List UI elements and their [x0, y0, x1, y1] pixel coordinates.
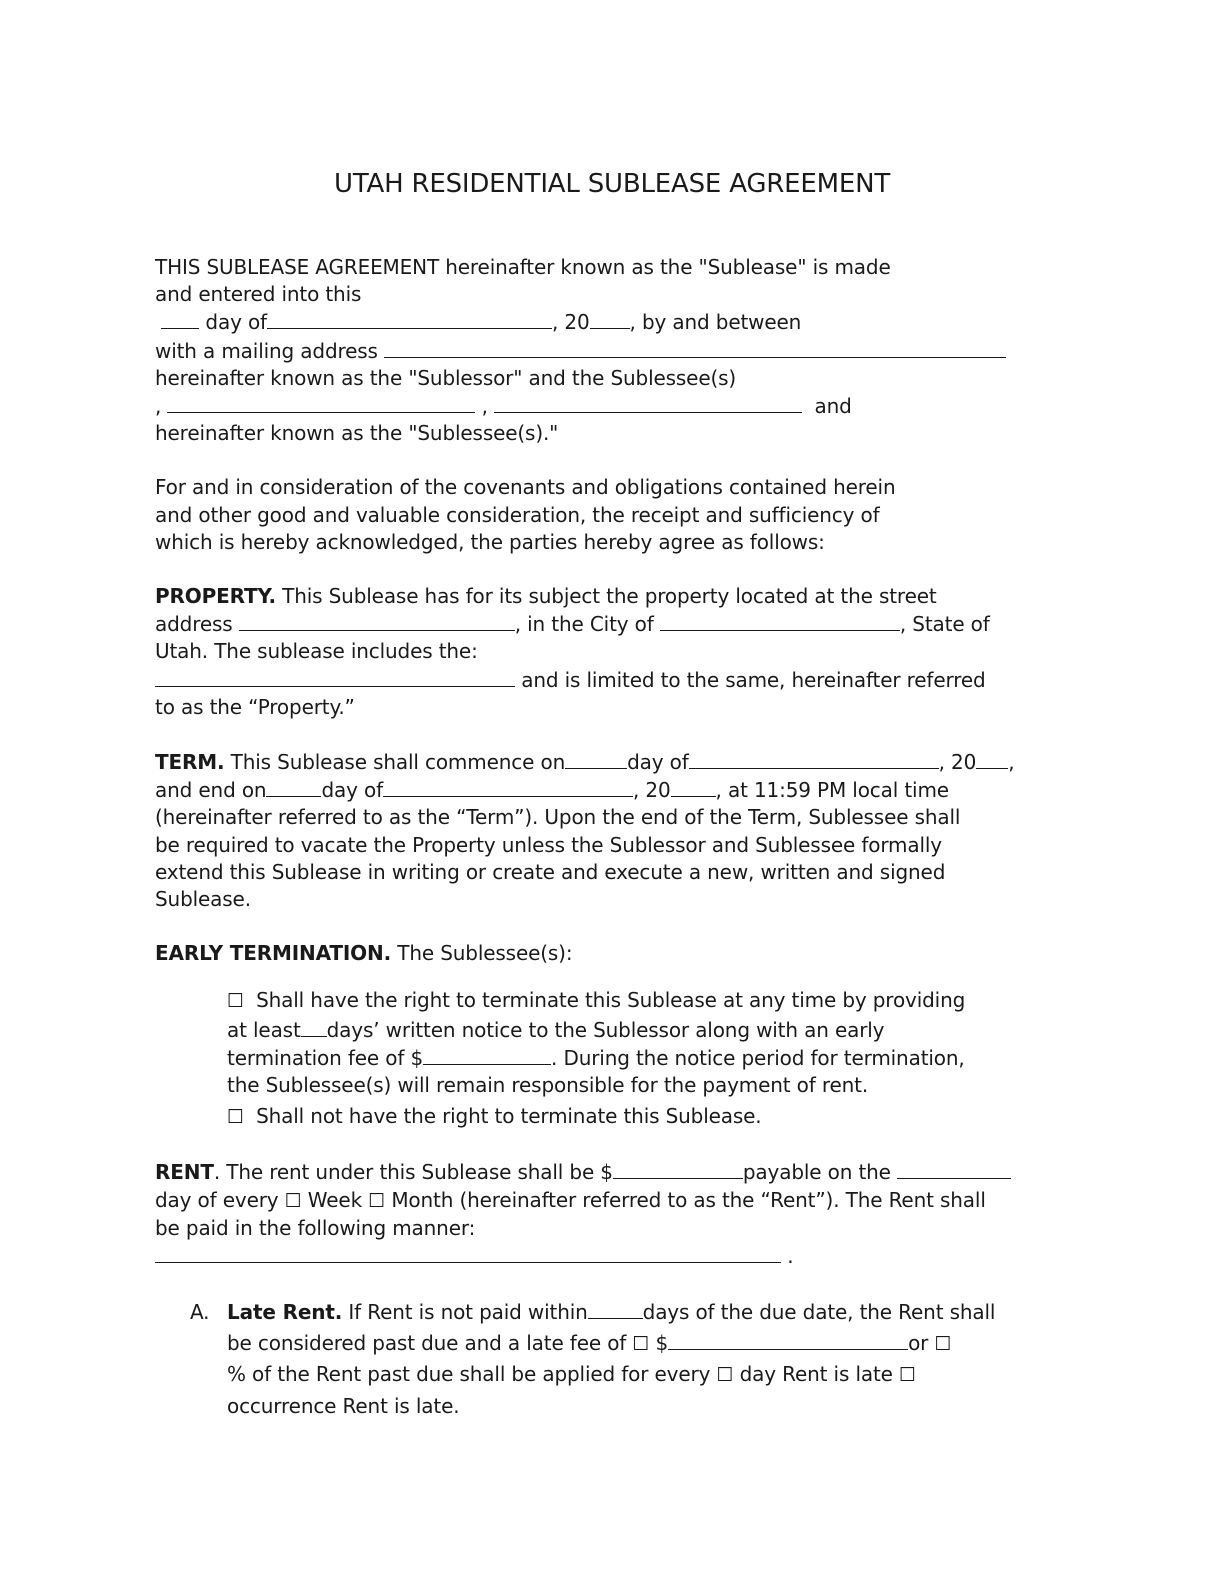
- document-title: UTAH RESIDENTIAL SUBLEASE AGREEMENT: [334, 169, 890, 199]
- consideration-line-2: and other good and valuable consideration, the receipt and sufficiency of: [155, 502, 880, 527]
- rent-line-3: be paid in the following manner:: [155, 1215, 476, 1240]
- term-line-5: extend this Sublease in writing or create and execute a new, written and signed: [155, 859, 946, 884]
- rent-line-1: RENT. The rent under this Sublease shall be $ payable on the: [155, 1158, 1075, 1186]
- early-termination-yes-checkbox[interactable]: ☐: [227, 990, 244, 1013]
- start-month-blank[interactable]: [689, 748, 939, 769]
- intro-line-4: with a mailing address: [155, 337, 1075, 365]
- termination-fee-blank[interactable]: [423, 1044, 551, 1065]
- day-blank[interactable]: [161, 308, 199, 329]
- month-checkbox[interactable]: ☐: [368, 1189, 386, 1212]
- early-termination-heading: EARLY TERMINATION.: [155, 941, 392, 966]
- per-day-checkbox[interactable]: ☐: [716, 1364, 734, 1387]
- property-line-4: and is limited to the same, hereinafter referred: [155, 666, 1075, 694]
- late-rent-heading: Late Rent.: [227, 1300, 343, 1325]
- rent-heading: RENT: [155, 1160, 214, 1185]
- intro-line-5: hereinafter known as the "Sublessor" and the Sublessee(s): [155, 365, 737, 390]
- late-fee-flat-checkbox[interactable]: ☐: [632, 1332, 650, 1355]
- rent-line-4: .: [155, 1242, 1075, 1270]
- property-line-3: Utah. The sublease includes the:: [155, 639, 478, 664]
- mailing-address-blank[interactable]: [384, 337, 1006, 358]
- term-line-4: be required to vacate the Property unless the Sublessor and Sublessee formally: [155, 832, 942, 857]
- start-day-blank[interactable]: [565, 748, 627, 769]
- term-line-2: and end on day of , 20 , at 11:59 PM local time: [155, 778, 949, 803]
- early-termination-no-checkbox[interactable]: ☐: [227, 1106, 244, 1129]
- month-blank[interactable]: [267, 308, 552, 329]
- term-line-1: TERM. This Sublease shall commence on day of , 20 ,: [155, 750, 1015, 775]
- intro-line-7: hereinafter known as the "Sublessee(s).": [155, 421, 559, 446]
- consideration-line-3: which is hereby acknowledged, the parties hereby agree as follows:: [155, 529, 825, 554]
- term-heading: TERM.: [155, 750, 225, 775]
- rent-due-day-blank[interactable]: [897, 1158, 1011, 1179]
- late-fee-amount-blank[interactable]: [668, 1329, 908, 1350]
- city-blank[interactable]: [660, 610, 900, 631]
- week-checkbox[interactable]: ☐: [284, 1189, 302, 1212]
- per-occurrence-checkbox[interactable]: ☐: [899, 1364, 916, 1387]
- property-heading: PROPERTY.: [155, 584, 276, 609]
- notice-days-blank[interactable]: [301, 1016, 327, 1037]
- term-line-3: (hereinafter referred to as the “Term”). Upon the end of the Term, Sublessee shall: [155, 805, 961, 830]
- street-address-blank[interactable]: [239, 610, 515, 631]
- intro-line-3: day of , 20 , by and between: [155, 308, 1075, 336]
- property-line-1: PROPERTY. This Sublease has for its subject the property located at the street: [155, 584, 937, 609]
- early-line-1: EARLY TERMINATION. The Sublessee(s):: [155, 941, 573, 966]
- early-termination-option-1: ☐ Shall have the right to terminate this Sublease at any time by providing at least days’ written notice to the Sublessor along with an early termination fee of $ . During the notice period for termination, the Sublessee(s) will remain responsible for the payment of rent.: [227, 988, 966, 1098]
- rent-line-2: day of every ☐ Week ☐ Month (hereinafter referred to as the “Rent”). The Rent shall: [155, 1187, 986, 1212]
- payment-manner-blank[interactable]: [155, 1242, 781, 1263]
- document-body: [155, 254, 1075, 1421]
- property-line-5: to as the “Property.”: [155, 694, 355, 719]
- consideration-line-1: For and in consideration of the covenants and obligations contained herein: [155, 475, 896, 500]
- end-year-blank[interactable]: [671, 776, 716, 797]
- late-days-blank[interactable]: [588, 1298, 643, 1319]
- early-termination-option-2: ☐ Shall not have the right to terminate this Sublease.: [227, 1104, 762, 1129]
- property-line-2: address , in the City of , State of: [155, 612, 990, 637]
- end-month-blank[interactable]: [383, 776, 633, 797]
- rent-amount-blank[interactable]: [613, 1158, 743, 1179]
- intro-line-1: THIS SUBLEASE AGREEMENT hereinafter known as the "Sublease" is made: [155, 255, 891, 279]
- start-year-blank[interactable]: [976, 748, 1008, 769]
- sublease-includes-blank[interactable]: [155, 666, 515, 687]
- late-fee-percent-checkbox[interactable]: ☐: [934, 1332, 952, 1355]
- sublessee-2-blank[interactable]: [494, 392, 802, 413]
- term-line-6: Sublease.: [155, 887, 251, 912]
- intro-line-6: , , and: [155, 394, 852, 419]
- late-rent-item: A. Late Rent. If Rent is not paid within days of the due date, the Rent shall be considered past due and a late fee of ☐ $ or ☐ % of the Rent past due shall be applied for every ☐ day Rent is late ☐ occurrence Rent is late.: [190, 1297, 1075, 1421]
- sublessee-1-blank[interactable]: [167, 392, 475, 413]
- year-blank[interactable]: [590, 308, 630, 329]
- intro-line-2: and entered into this: [155, 282, 362, 307]
- end-day-blank[interactable]: [266, 776, 321, 797]
- list-marker: A.: [190, 1300, 210, 1325]
